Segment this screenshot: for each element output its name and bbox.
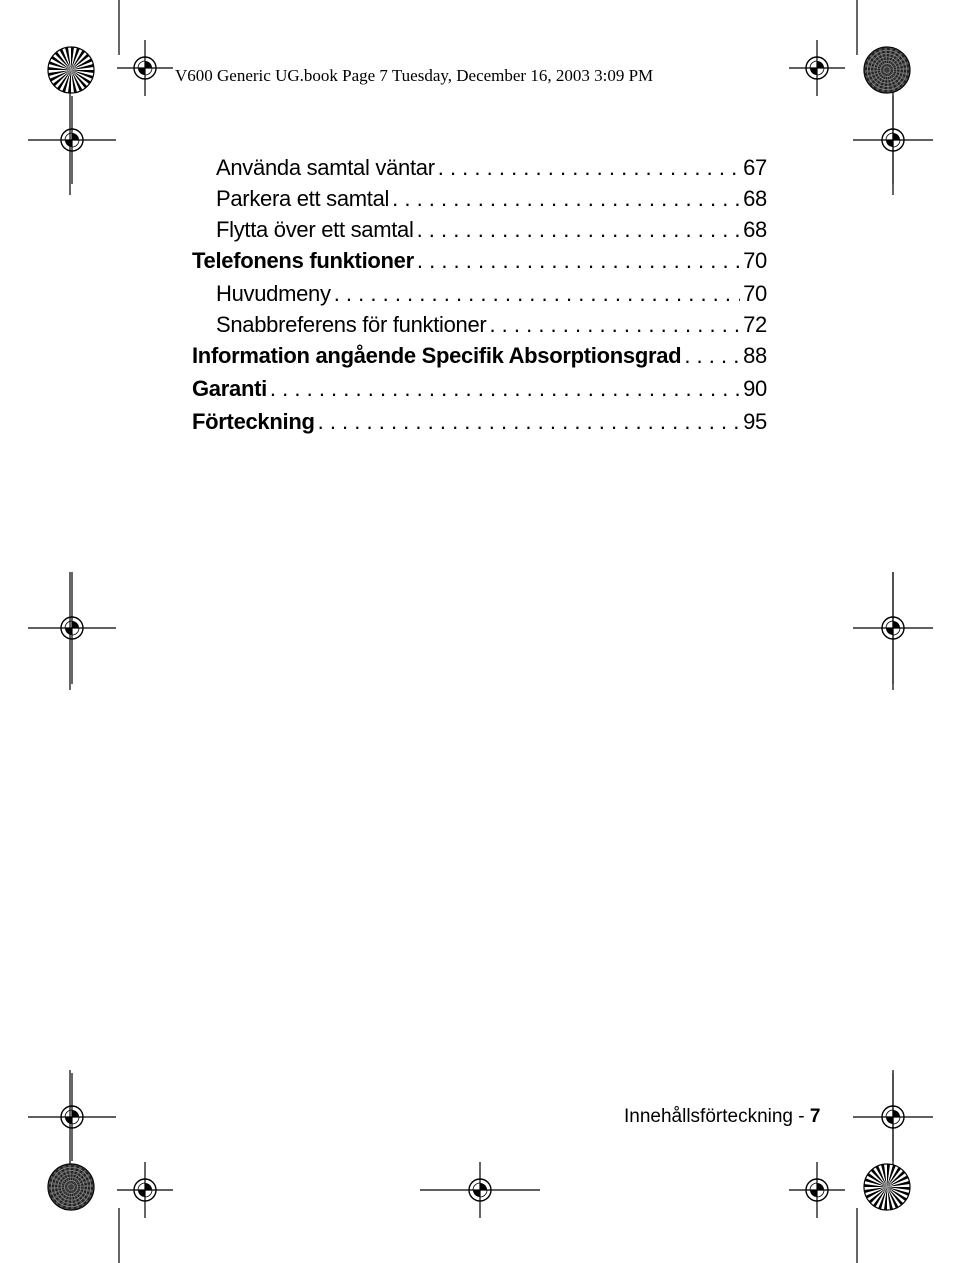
dot-leader [318, 409, 741, 435]
dot-leader [270, 376, 740, 402]
registration-target-icon [789, 1162, 845, 1218]
toc-entry-page: 68 [743, 217, 767, 242]
dot-leader [489, 312, 740, 338]
starburst-target-icon [864, 47, 910, 93]
dot-leader [417, 248, 740, 274]
toc-entry[interactable] [192, 376, 767, 409]
toc-entry[interactable] [192, 409, 767, 442]
toc-entry-page: 90 [743, 376, 767, 401]
toc-entry-title: Flytta över ett samtal [216, 217, 414, 242]
toc-entry[interactable] [192, 186, 767, 217]
registration-target-icon [117, 1162, 173, 1218]
toc-entry-title: Garanti [192, 376, 267, 401]
toc-entry[interactable] [192, 312, 767, 343]
page-number: 7 [809, 1106, 821, 1127]
toc-entry-page: 70 [743, 248, 767, 273]
dot-leader [684, 343, 740, 369]
registration-target-icon [28, 96, 116, 184]
toc-entry[interactable] [192, 155, 767, 186]
toc-entry[interactable] [192, 343, 767, 376]
dot-leader [392, 186, 740, 212]
toc-entry-page: 95 [743, 409, 767, 434]
toc-entry-title: Information angående Specifik Absorptionsgrad [192, 343, 682, 368]
registration-target-icon [28, 572, 116, 684]
toc-entry-title: Använda samtal väntar [216, 155, 435, 180]
table-of-contents [192, 155, 767, 442]
toc-entry-title: Telefonens funktioner [192, 248, 414, 273]
toc-entry[interactable] [192, 248, 767, 281]
starburst-target-icon [48, 1164, 94, 1210]
registration-target-icon [28, 1073, 116, 1161]
registration-target-icon [853, 572, 933, 684]
dot-leader [334, 281, 740, 307]
toc-entry[interactable] [192, 217, 767, 248]
registration-target-icon [853, 96, 933, 184]
dot-leader [417, 217, 741, 243]
toc-entry-title: Snabbreferens för funktioner [216, 312, 487, 337]
toc-entry[interactable] [192, 281, 767, 312]
registration-target-icon [117, 40, 173, 96]
starburst-target-icon [48, 47, 94, 93]
toc-entry-page: 68 [743, 186, 767, 211]
registration-target-icon [420, 1162, 540, 1218]
page-footer [624, 1106, 820, 1128]
footer-section-label: Innehållsförteckning - [624, 1106, 810, 1127]
dot-leader [438, 155, 740, 181]
toc-entry-title: Huvudmeny [216, 281, 331, 306]
registration-target-icon [789, 40, 845, 96]
print-slug-header: V600 Generic UG.book Page 7 Tuesday, December 16, 2003 3:09 PM [175, 66, 654, 85]
toc-entry-page: 67 [743, 155, 767, 180]
toc-entry-page: 88 [743, 343, 767, 368]
toc-entry-title: Förteckning [192, 409, 315, 434]
toc-entry-title: Parkera ett samtal [216, 186, 390, 211]
toc-entry-page: 72 [743, 312, 767, 337]
toc-entry-page: 70 [743, 281, 767, 306]
starburst-target-icon [864, 1164, 910, 1210]
registration-target-icon [853, 1073, 933, 1161]
